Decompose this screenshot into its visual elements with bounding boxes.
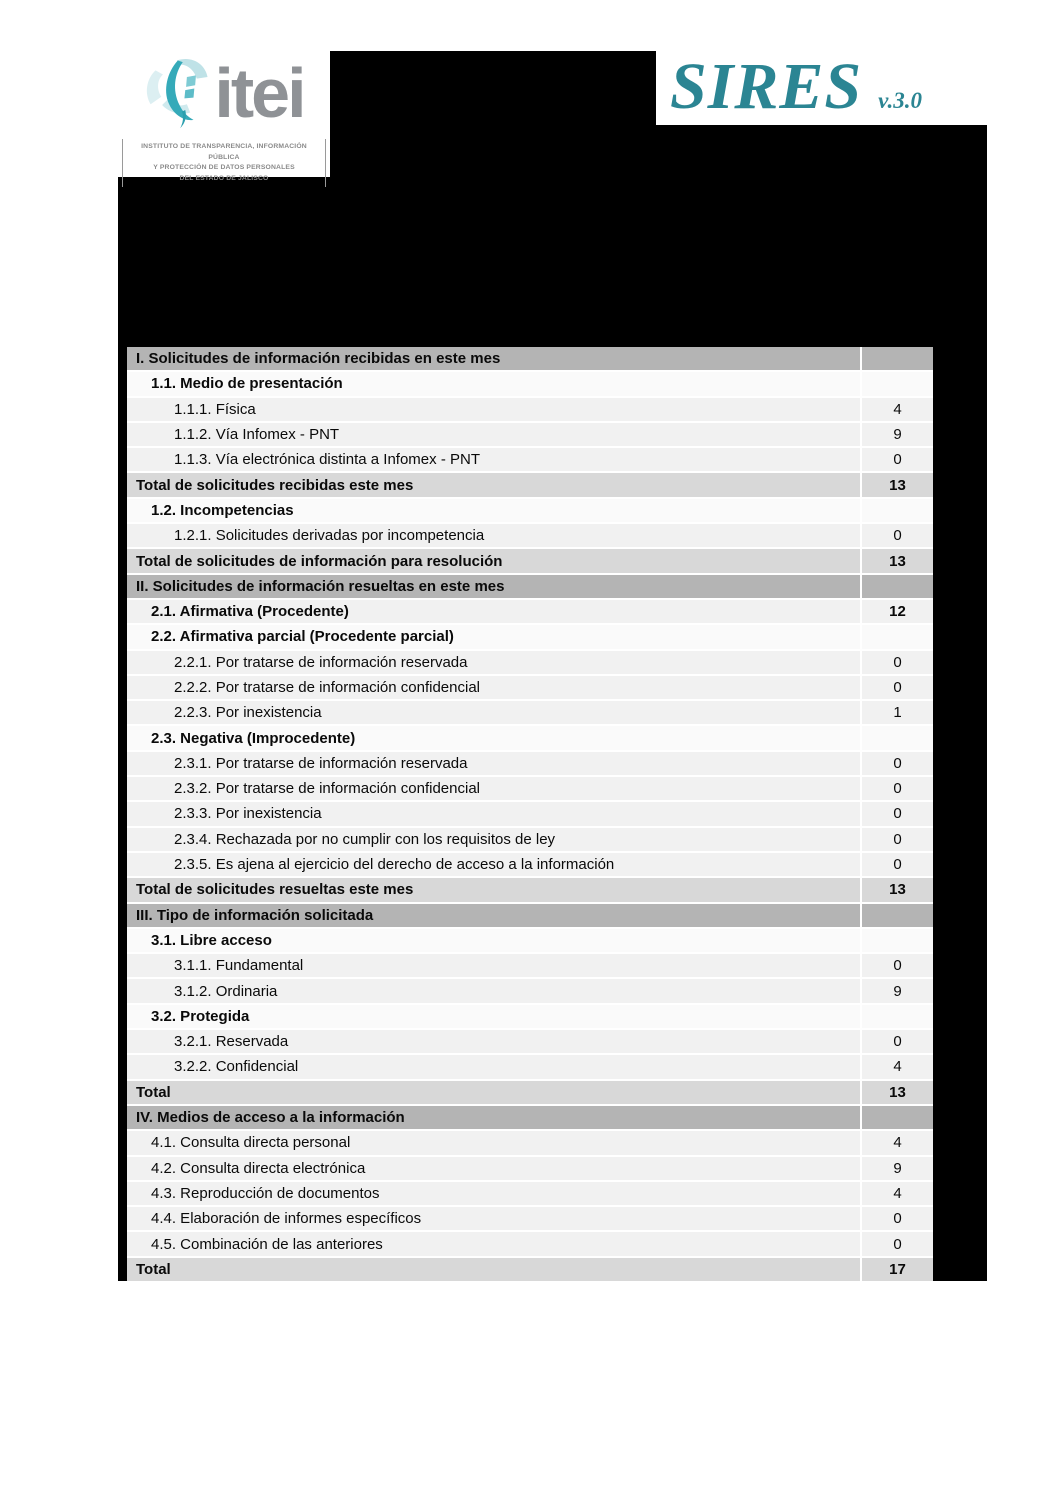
row-value: 17 [862,1258,933,1281]
row-label: 4.1. Consulta directa personal [127,1131,860,1154]
table-row [127,929,933,952]
itei-caption-line-1: INSTITUTO DE TRANSPARENCIA, INFORMACIÓN PÚBLICA [141,143,307,161]
row-label: 2.1. Afirmativa (Procedente) [127,600,860,623]
row-value: 9 [862,979,933,1002]
row-label: Total [127,1258,860,1281]
table-row [127,726,933,749]
row-value [862,1106,933,1129]
row-label: 1.2. Incompetencias [127,499,860,522]
report-table [127,347,933,1281]
row-label: 1.1.2. Vía Infomex - PNT [127,423,860,446]
row-value: 13 [862,878,933,901]
table-row [127,676,933,699]
row-value: 0 [862,853,933,876]
row-label: 2.3. Negativa (Improcedente) [127,726,860,749]
row-value: 0 [862,954,933,977]
row-value: 0 [862,752,933,775]
table-row [127,701,933,724]
row-value: 13 [862,473,933,496]
row-value: 4 [862,1131,933,1154]
table-row [127,1106,933,1129]
row-value: 0 [862,828,933,851]
row-value: 0 [862,1232,933,1255]
row-value: 0 [862,448,933,471]
row-label: 3.2. Protegida [127,1005,860,1028]
row-label: 2.3.1. Por tratarse de información reservada [127,752,860,775]
itei-caption-line-2: Y PROTECCIÓN DE DATOS PERSONALES [153,164,295,172]
row-value [862,575,933,598]
table-row [127,524,933,547]
table-row [127,1182,933,1205]
itei-caption [122,139,326,187]
row-value: 0 [862,1030,933,1053]
row-value [862,372,933,395]
itei-logo [118,51,330,182]
row-label: Total de solicitudes de información para resolución [127,549,860,572]
row-value: 0 [862,1207,933,1230]
row-value [862,904,933,927]
table-row [127,828,933,851]
row-label: 1.1.3. Vía electrónica distinta a Infomex - PNT [127,448,860,471]
row-label: 3.2.1. Reservada [127,1030,860,1053]
row-value: 4 [862,1055,933,1078]
row-label: 2.2.3. Por inexistencia [127,701,860,724]
table-row [127,1157,933,1180]
table-row [127,1030,933,1053]
table-row [127,347,933,370]
row-label: II. Solicitudes de información resueltas en este mes [127,575,860,598]
table-row [127,499,933,522]
row-label: Total de solicitudes recibidas este mes [127,473,860,496]
table-row [127,752,933,775]
table-row [127,1258,933,1281]
table-row [127,651,933,674]
table-row [127,979,933,1002]
row-value: 0 [862,524,933,547]
row-value: 13 [862,1081,933,1104]
row-label: 2.3.2. Por tratarse de información confidencial [127,777,860,800]
row-label: 2.3.3. Por inexistencia [127,802,860,825]
row-value: 0 [862,676,933,699]
row-label: 4.2. Consulta directa electrónica [127,1157,860,1180]
row-value [862,625,933,648]
row-label: Total [127,1081,860,1104]
row-label: 2.3.5. Es ajena al ejercicio del derecho de acceso a la información [127,853,860,876]
row-value: 4 [862,1182,933,1205]
table-row [127,777,933,800]
table-row [127,575,933,598]
row-value [862,726,933,749]
row-label: 1.2.1. Solicitudes derivadas por incompetencia [127,524,860,547]
table-row [127,878,933,901]
table-row [127,954,933,977]
row-value [862,347,933,370]
itei-caption-line-3: DEL ESTADO DE JALISCO [179,174,269,182]
table-row [127,549,933,572]
row-label: I. Solicitudes de información recibidas en este mes [127,347,860,370]
row-value: 9 [862,423,933,446]
table-row [127,1232,933,1255]
row-label: 3.1.1. Fundamental [127,954,860,977]
row-label: III. Tipo de información solicitada [127,904,860,927]
row-value [862,929,933,952]
itei-wordmark: itei [214,54,304,132]
row-label: 3.2.2. Confidencial [127,1055,860,1078]
sires-wordmark: SIRES [670,51,863,123]
row-value [862,499,933,522]
row-value: 0 [862,777,933,800]
table-row [127,802,933,825]
row-value [862,1005,933,1028]
table-row [127,904,933,927]
row-label: 1.1.1. Física [127,398,860,421]
row-label: 3.1.2. Ordinaria [127,979,860,1002]
row-value: 0 [862,802,933,825]
row-label: 2.2.1. Por tratarse de información reservada [127,651,860,674]
table-row [127,473,933,496]
row-value: 13 [862,549,933,572]
table-row [127,1005,933,1028]
sires-logo [656,51,987,125]
itei-swirl-icon [144,52,210,135]
row-value: 0 [862,651,933,674]
row-label: 1.1. Medio de presentación [127,372,860,395]
row-label: 3.1. Libre acceso [127,929,860,952]
table-row [127,1081,933,1104]
sires-version: v.3.0 [878,88,922,113]
row-label: 4.5. Combinación de las anteriores [127,1232,860,1255]
row-label: 4.3. Reproducción de documentos [127,1182,860,1205]
row-label: IV. Medios de acceso a la información [127,1106,860,1129]
row-value: 4 [862,398,933,421]
table-row [127,372,933,395]
row-label: 2.2.2. Por tratarse de información confidencial [127,676,860,699]
row-label: 2.2. Afirmativa parcial (Procedente parcial) [127,625,860,648]
row-value: 12 [862,600,933,623]
table-row [127,1131,933,1154]
table-row [127,448,933,471]
row-label: 2.3.4. Rechazada por no cumplir con los requisitos de ley [127,828,860,851]
table-row [127,1055,933,1078]
row-value: 1 [862,701,933,724]
table-row [127,398,933,421]
table-row [127,423,933,446]
table-row [127,853,933,876]
row-label: Total de solicitudes resueltas este mes [127,878,860,901]
row-label: 4.4. Elaboración de informes específicos [127,1207,860,1230]
row-value: 9 [862,1157,933,1180]
table-row [127,1207,933,1230]
table-row [127,625,933,648]
table-row [127,600,933,623]
